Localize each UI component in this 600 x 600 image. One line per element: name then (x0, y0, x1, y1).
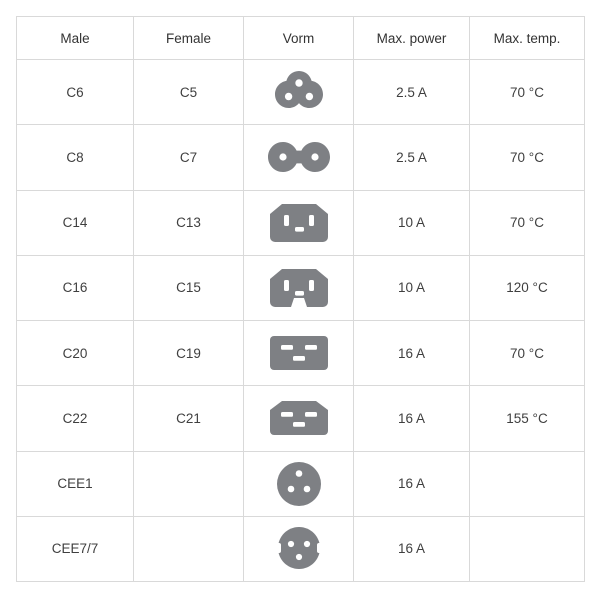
c13-c14-icon (244, 191, 353, 255)
table-row (17, 321, 585, 386)
cell-power: 2.5 A (354, 125, 470, 190)
cell-shape (244, 190, 354, 255)
cell-female: C5 (134, 60, 244, 125)
cell-shape (244, 386, 354, 451)
cell-male: C16 (17, 255, 134, 320)
cell-temp: 70 °C (470, 321, 585, 386)
cell-power: 16 A (354, 451, 470, 516)
cell-temp: 70 °C (470, 125, 585, 190)
column-header-vorm: Vorm (244, 17, 354, 60)
cee7-schuko-icon (244, 517, 353, 581)
cell-temp: 155 °C (470, 386, 585, 451)
cell-female (134, 451, 244, 516)
cell-temp: 70 °C (470, 190, 585, 255)
cell-temp: 70 °C (470, 60, 585, 125)
cell-shape (244, 60, 354, 125)
table-row (17, 516, 585, 581)
cell-female: C21 (134, 386, 244, 451)
column-header-female: Female (134, 17, 244, 60)
cee1-round-icon (244, 452, 353, 516)
cell-male: C22 (17, 386, 134, 451)
cell-temp (470, 516, 585, 581)
cell-male: C14 (17, 190, 134, 255)
c19-c20-icon (244, 321, 353, 385)
cell-power: 16 A (354, 321, 470, 386)
cell-power: 10 A (354, 255, 470, 320)
cell-male: CEE7/7 (17, 516, 134, 581)
cell-shape (244, 255, 354, 320)
cell-female: C7 (134, 125, 244, 190)
cell-male: C6 (17, 60, 134, 125)
cell-male: C8 (17, 125, 134, 190)
column-header-male: Male (17, 17, 134, 60)
cell-female (134, 516, 244, 581)
cell-power: 16 A (354, 516, 470, 581)
connector-table (16, 16, 585, 582)
table-row (17, 386, 585, 451)
column-header-power: Max. power (354, 17, 470, 60)
cell-female: C15 (134, 255, 244, 320)
table-row (17, 60, 585, 125)
cell-female: C13 (134, 190, 244, 255)
cell-power: 10 A (354, 190, 470, 255)
c15-c16-icon (244, 256, 353, 320)
table-row (17, 255, 585, 320)
cell-shape (244, 516, 354, 581)
table-row (17, 125, 585, 190)
cell-shape (244, 321, 354, 386)
c7-c8-figure8-icon (244, 125, 353, 189)
table-row (17, 190, 585, 255)
cell-shape (244, 125, 354, 190)
c21-c22-icon (244, 386, 353, 450)
cell-male: CEE1 (17, 451, 134, 516)
column-header-temp: Max. temp. (470, 17, 585, 60)
cell-power: 16 A (354, 386, 470, 451)
cell-temp (470, 451, 585, 516)
c5-c6-clover-icon (244, 60, 353, 124)
table-header (17, 17, 585, 60)
cell-shape (244, 451, 354, 516)
cell-temp: 120 °C (470, 255, 585, 320)
cell-male: C20 (17, 321, 134, 386)
table-row (17, 451, 585, 516)
cell-female: C19 (134, 321, 244, 386)
table-body (17, 60, 585, 582)
table-header-row (17, 17, 585, 60)
cell-power: 2.5 A (354, 60, 470, 125)
